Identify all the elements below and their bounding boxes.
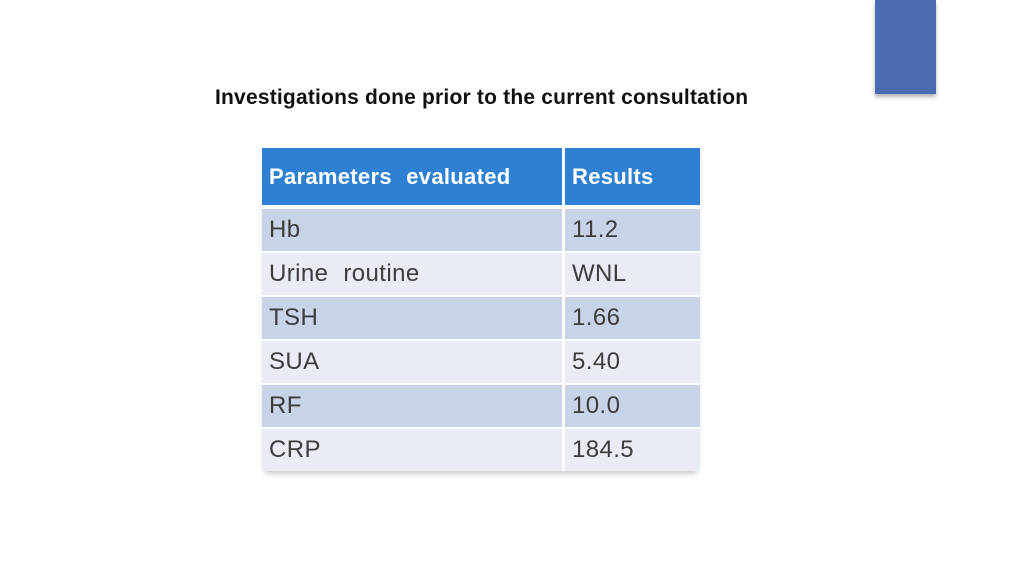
parameter-cell: SUA <box>262 341 565 385</box>
result-cell: 184.5 <box>565 429 700 471</box>
table-header <box>262 148 700 209</box>
parameter-cell: Urine routine <box>262 253 565 297</box>
result-cell: 1.66 <box>565 297 700 341</box>
slide-title: Investigations done prior to the current consultation <box>215 86 749 109</box>
parameter-cell: Hb <box>262 209 565 253</box>
accent-bar <box>875 0 936 94</box>
result-cell: WNL <box>565 253 700 297</box>
table-header-row <box>262 148 700 209</box>
table-row <box>262 429 700 471</box>
table-row <box>262 385 700 429</box>
result-cell: 5.40 <box>565 341 700 385</box>
column-header-results: Results <box>565 148 700 209</box>
parameter-cell: CRP <box>262 429 565 471</box>
investigations-table <box>262 148 700 471</box>
table-row <box>262 341 700 385</box>
table-row <box>262 297 700 341</box>
parameter-cell: TSH <box>262 297 565 341</box>
table-body <box>262 209 700 471</box>
table-row <box>262 253 700 297</box>
parameter-cell: RF <box>262 385 565 429</box>
result-cell: 11.2 <box>565 209 700 253</box>
table-row <box>262 209 700 253</box>
result-cell: 10.0 <box>565 385 700 429</box>
column-header-parameters: Parameters evaluated <box>262 148 565 209</box>
